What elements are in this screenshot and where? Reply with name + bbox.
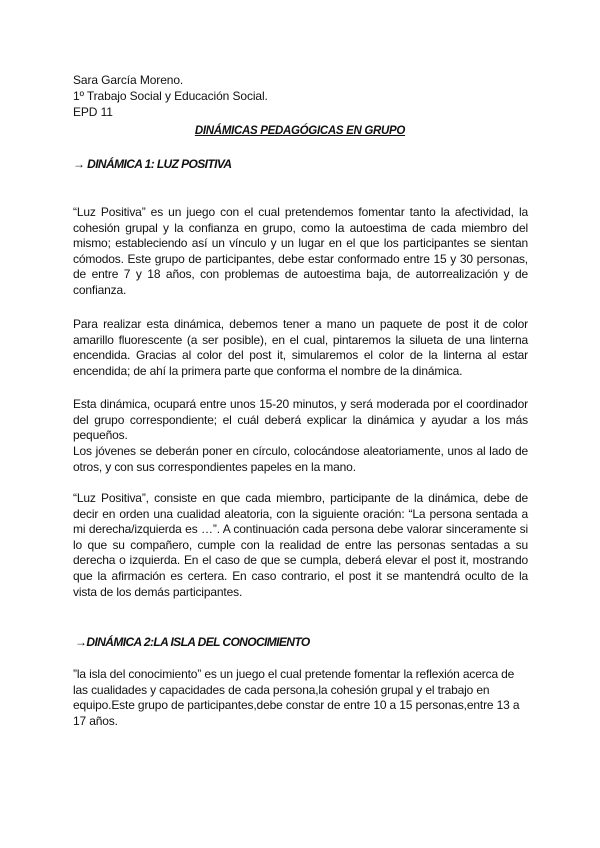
group-line: EPD 11 xyxy=(73,105,113,119)
section-1-paragraph-4: Los jóvenes se deberán poner en círculo, colocándose aleatoriamente, unos al lado de otros, y con sus correspondientes papeles en la mano. xyxy=(73,444,528,474)
author-name: Sara García Moreno. xyxy=(73,73,184,87)
section-1-paragraph-5: “Luz Positiva”, consiste en que cada miembro, participante de la dinámica, debe de decir en orden una cualidad aleatoria, con la siguiente oración: “La persona sentada a mi derecha/izquierda es …”. A continuación cada persona debe valorar sinceramente si lo que su compañero, cumple con la realidad de entre las personas sentadas a su derecha o izquierda. En el caso de que se cumpla, deberá elevar el post it, mostrando que la afirmación es certera. En caso contrario, el post it se mantendrá oculto de la vista de los demás participantes. xyxy=(73,491,528,599)
section-1-paragraph-2: Para realizar esta dinámica, debemos tener a mano un paquete de post it de color amarillo fluorescente (a ser posible), en el cual, pintaremos la silueta de una linterna encendida. Gracias al color del post it, simularemos el color de la linterna al estar encendida; de ahí la primera parte que conforma el nombre de la dinámica. xyxy=(73,317,528,378)
section-2-paragraph-1: ”la isla del conocimiento” es un juego el cual pretende fomentar la reflexión acerca de las cualidades y capacidades de cada persona,la cohesión grupal y el trabajo en equipo.Este grupo de participantes,debe constar de entre 10 a 15 personas,entre 13 a 17 años. xyxy=(73,667,520,728)
section-2-heading: →DINÁMICA 2:LA ISLA DEL CONOCIMIENTO xyxy=(75,635,310,649)
course-line: 1º Trabajo Social y Educación Social. xyxy=(73,89,268,103)
section-1-heading: → DINÁMICA 1: LUZ POSITIVA xyxy=(73,157,232,171)
section-1-paragraph-3: Esta dinámica, ocupará entre unos 15-20 minutos, y será moderada por el coordinador del grupo correspondiente; el cuál deberá explicar la dinámica y ayudar a los más pequeños. xyxy=(73,397,528,443)
document-title: DINÁMICAS PEDAGÓGICAS EN GRUPO xyxy=(194,125,406,137)
section-1-paragraph-1: “Luz Positiva” es un juego con el cual pretendemos fomentar tanto la afectividad, la cohesión grupal y la confianza en grupo, como la autoestima de cada miembro del mismo; estableciendo así un vínculo y un lugar en el que los participantes se sientan cómodos. Este grupo de participantes, debe estar conformado entre 15 y 30 personas, de entre 7 y 18 años, con problemas de autoestima baja, de autorrealización y de confianza. xyxy=(73,205,528,297)
